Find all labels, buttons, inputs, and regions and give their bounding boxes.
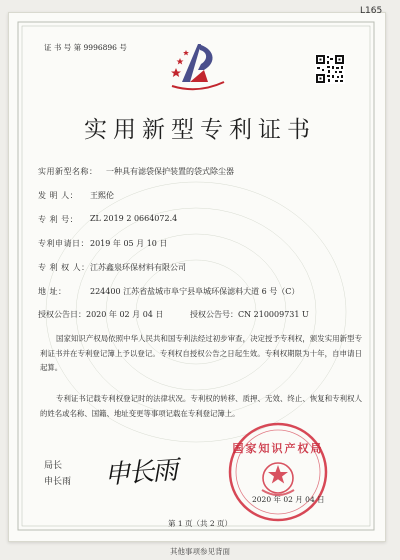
grant-statement: 国家知识产权局依照中华人民共和国专利法经过初步审查，决定授予专利权，颁发实用新型专利证书并在专利登记簿上予以登记。专利权自授权公告之日起生效。专利权期限为十年，自申请日起算。 (40, 334, 362, 373)
seal-date: 2020 年 02 月 04 日 (252, 495, 325, 504)
director-name: 申长雨 (44, 477, 72, 487)
field-label: 专 利 权 人： (38, 263, 90, 272)
field-value: 王熙伦 (90, 191, 114, 200)
certificate-number: 证 书 号 第 9996896 号 (44, 43, 127, 52)
field-value: 224400 江苏省盐城市阜宁县阜城环保滤料大道 6 号（C） (90, 287, 300, 296)
director-signature: 申长雨 (103, 455, 178, 491)
grant-announcement-date: 授权公告日：2020 年 02 月 04 日 (38, 310, 164, 319)
field-label: 专 利 号： (38, 215, 79, 224)
field-value: 江苏鑫泉环保材料有限公司 (90, 263, 186, 272)
field-label: 实用新型名称： (38, 167, 98, 176)
field-value: ZL 2019 2 0664072.4 (90, 214, 178, 223)
grant-announcement-number: 授权公告号：CN 210009731 U (190, 310, 309, 319)
patent-office-emblem-icon (168, 36, 228, 98)
field-label: 发 明 人： (38, 191, 79, 200)
page-indicator: 第 1 页（共 2 页） (167, 519, 233, 528)
field-value: 2019 年 05 月 10 日 (90, 239, 168, 248)
qr-code-icon (315, 54, 345, 84)
field-label: 专利申请日： (38, 239, 89, 248)
field-value: 一种具有滤袋保护装置的袋式除尘器 (106, 167, 234, 176)
corner-note: L165 (360, 6, 383, 16)
director-title: 局长 (44, 461, 63, 471)
official-seal-icon (226, 420, 330, 524)
legal-status-statement: 专利证书记载专利权登记时的法律状况。专利权的转移、质押、无效、终止、恢复和专利权人的姓名或名称、国籍、地址变更等事项记载在专利登记簿上。 (40, 394, 362, 418)
field-label: 地 址： (38, 287, 67, 296)
certificate-title: 实用新型专利证书 (84, 117, 316, 143)
seal-text: 国家知识产权局 (232, 442, 324, 455)
footer-note: 其他事项参见背面 (170, 547, 230, 556)
